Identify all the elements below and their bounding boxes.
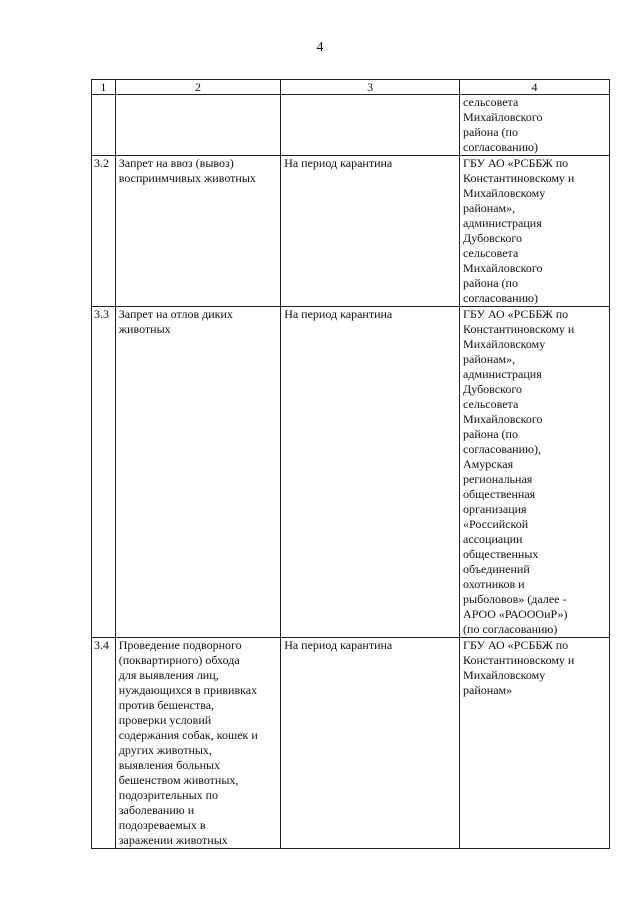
table-row bbox=[92, 95, 610, 156]
row-number-cell: 3.3 bbox=[92, 307, 116, 638]
action-cell bbox=[115, 95, 280, 156]
row-number-cell: 3.4 bbox=[92, 638, 116, 849]
responsible-cell: ГБУ АО «РСББЖ по Константиновскому и Михайловскому районам», администрация Дубовского сельсовета Михайловского района (по согласованию) bbox=[460, 156, 610, 307]
header-cell-2: 2 bbox=[115, 80, 280, 95]
responsible-cell: ГБУ АО «РСББЖ по Константиновскому и Михайловскому районам», администрация Дубовского сельсовета Михайловского района (по согласованию), Амурская региональная общественная организация «Российской ассоциации общественных объединений охотников и рыболовов» (далее - АРОО «РАОООиР») (по согласованию) bbox=[460, 307, 610, 638]
period-cell: На период карантина bbox=[281, 638, 460, 849]
header-cell-1: 1 bbox=[92, 80, 116, 95]
header-cell-3: 3 bbox=[281, 80, 460, 95]
action-cell: Запрет на отлов диких животных bbox=[115, 307, 280, 638]
period-cell: На период карантина bbox=[281, 156, 460, 307]
table-row bbox=[92, 307, 610, 638]
responsible-cell: ГБУ АО «РСББЖ по Константиновскому и Михайловскому районам» bbox=[460, 638, 610, 849]
action-cell: Проведение подворного (поквартирного) обхода для выявления лиц, нуждающихся в прививках против бешенства, проверки условий содержания собак, кошек и других животных, выявления больных бешенством животных, подозрительных по заболеванию и подозреваемых в заражении животных bbox=[115, 638, 280, 849]
responsible-cell: сельсовета Михайловского района (по согласованию) bbox=[460, 95, 610, 156]
measures-table bbox=[91, 79, 610, 849]
table-row bbox=[92, 156, 610, 307]
page-number: 4 bbox=[316, 40, 324, 55]
period-cell bbox=[281, 95, 460, 156]
period-cell: На период карантина bbox=[281, 307, 460, 638]
action-cell: Запрет на ввоз (вывоз) восприимчивых животных bbox=[115, 156, 280, 307]
row-number-cell bbox=[92, 95, 116, 156]
row-number-cell: 3.2 bbox=[92, 156, 116, 307]
table-header-row bbox=[92, 80, 610, 95]
header-cell-4: 4 bbox=[460, 80, 610, 95]
table-row bbox=[92, 638, 610, 849]
